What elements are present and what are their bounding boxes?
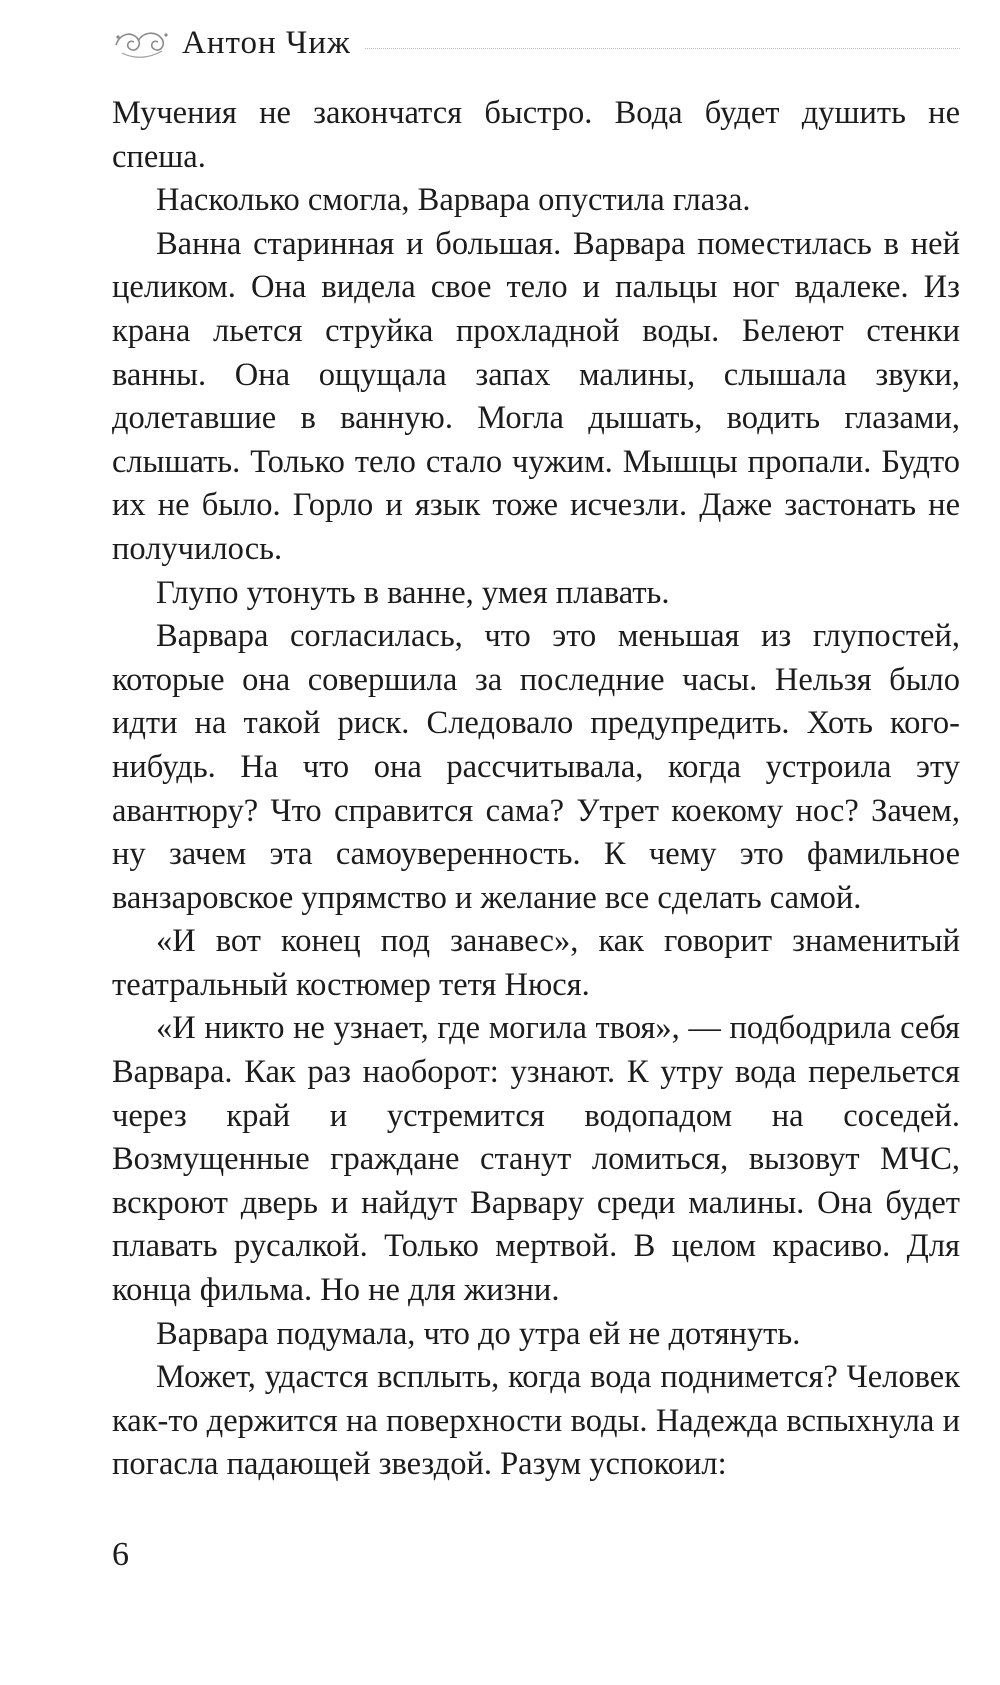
paragraph: «И вот конец под занавес», как говорит знаменитый театральный костюмер тетя Нюся. — [112, 923, 960, 1003]
page-body — [112, 92, 960, 1487]
paragraph: Глупо утонуть в ванне, умея плавать. — [156, 574, 670, 611]
paragraph: Может, удастся всплыть, когда вода поднимется? Человек как-то держится на поверхности воды. Надежда вспыхнула и погасла падающей звездой. Разум успокоил: — [112, 1359, 960, 1483]
swirl-ornament-icon — [112, 23, 170, 63]
paragraph: Насколько смогла, Варвара опустила глаза. — [156, 182, 751, 219]
paragraph: Варвара подумала, что до утра ей не дотянуть. — [156, 1315, 801, 1352]
paragraph: Варвара согласилась, что это меньшая из глупостей, которые она совершила за последние часы. Нельзя было идти на такой риск. Следовало предупредить. Хоть кого-нибудь. На что она рассчитывала, когда устроила эту авантюру? Что справится сама? Утрет коекому нос? Зачем, ну зачем эта самоуверенность. К чему это фамильное ванзаровское упрямство и желание все сделать самой. — [112, 618, 960, 916]
page-number: 6 — [112, 1536, 129, 1573]
paragraph: «И никто не узнает, где могила твоя», — подбодрила себя Варвара. Как раз наоборот: узнают. К утру вода перельется через край и устремится водопадом на соседей. Возмущенные граждане станут ломиться, вызовут МЧС, вскроют дверь и найдут Варвару среди малины. Она будет плавать русалкой. Только мертвой. В целом красиво. Для конца фильма. Но не для жизни. — [112, 1010, 960, 1309]
paragraph: Мучения не закончатся быстро. Вода будет душить не спеша. — [112, 95, 960, 175]
author-name: Антон Чиж — [182, 24, 351, 61]
paragraph: Ванна старинная и большая. Варвара поместилась в ней целиком. Она видела свое тело и пальцы ног вдалеке. Из крана льется струйка прохладной воды. Белеют стенки ванны. Она ощущала запах малины, слышала звуки, долетавшие в ванную. Могла дышать, водить глазами, слышать. Только тело стало чужим. Мышцы пропали. Будто их не было. Горло и язык тоже исчезли. Даже застонать не получилось. — [112, 225, 960, 567]
header-divider — [365, 48, 960, 49]
running-header — [112, 18, 960, 68]
